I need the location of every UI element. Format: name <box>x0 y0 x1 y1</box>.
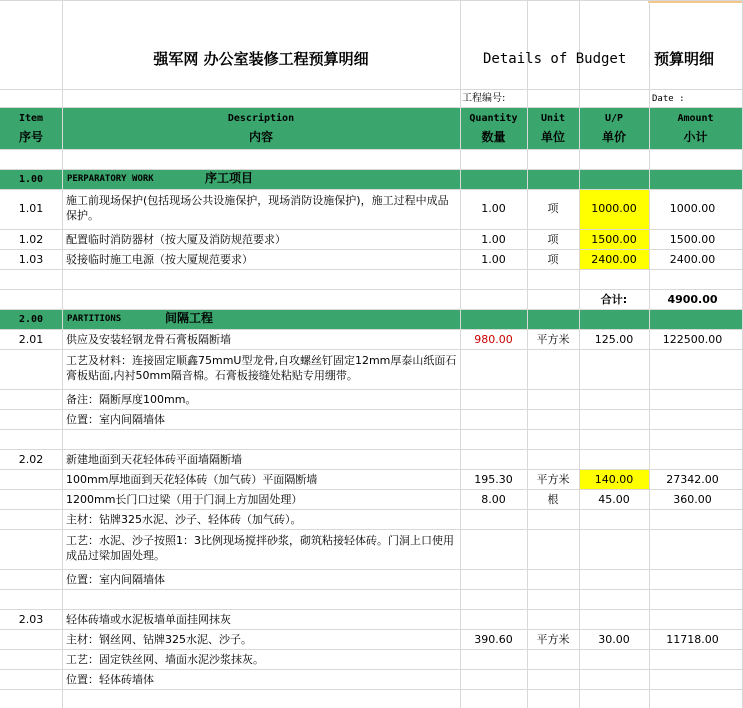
row-203-unit: 平方米 <box>536 633 570 646</box>
row-202-sub1-amount: 27342.00 <box>666 473 719 486</box>
header-desc-cn: 内容 <box>248 130 273 144</box>
subtotal-value: 4900.00 <box>667 293 718 306</box>
title-cn: 强军网 办公室装修工程预算明细 <box>153 50 369 68</box>
row-101-amount: 1000.00 <box>669 202 716 215</box>
row-201-process: 工艺及材料：连接固定顺鑫75mmU型龙骨,自攻螺丝钉固定12mm厚泰山纸面石膏板贴面,内衬50mm隔音棉。石膏板接缝处粘贴专用绷带。 <box>66 354 457 382</box>
row-203-up: 30.00 <box>598 633 630 646</box>
section2-en: PARTITIONS <box>67 314 122 324</box>
header-unit-en: Unit <box>540 113 566 124</box>
row-102-up: 1500.00 <box>591 233 637 246</box>
row-202-no: 2.02 <box>18 453 44 466</box>
row-202-sub1-qty: 195.30 <box>474 473 513 486</box>
row-103-desc: 驳接临时施工电源（按大厦规范要求） <box>66 253 253 266</box>
row-201-location: 位置：室内间隔墙体 <box>66 413 165 426</box>
row-201-no: 2.01 <box>18 333 44 346</box>
row-103-qty: 1.00 <box>481 253 506 266</box>
row-103-no: 1.03 <box>18 253 44 266</box>
row-201-unit: 平方米 <box>536 333 570 346</box>
header-qty-cn: 数量 <box>481 130 506 144</box>
row-202-sub1-up: 140.00 <box>594 473 634 486</box>
section1-en: PERPARATORY WORK <box>67 174 154 184</box>
row-101-up: 1000.00 <box>591 202 637 215</box>
row-201-note: 备注：隔断厚度100mm。 <box>66 393 197 406</box>
section2-cn: 间隔工程 <box>165 311 214 325</box>
project-no-label: 工程编号: <box>462 93 506 104</box>
row-202-sub2-unit: 根 <box>547 493 559 506</box>
date-label: Date : <box>652 94 685 104</box>
section1-cn: 序工项目 <box>205 171 254 185</box>
row-203-process: 工艺：固定铁丝网、墙面水泥沙浆抹灰。 <box>66 653 264 666</box>
row-203-materials: 主材：钢丝网、钻牌325水泥、沙子。 <box>66 633 252 646</box>
row-103-up: 2400.00 <box>591 253 637 266</box>
row-202-sub1-unit: 平方米 <box>536 473 570 486</box>
header-unit-cn: 单位 <box>540 130 565 144</box>
row-201-up: 125.00 <box>594 333 634 346</box>
header-up-en: U/P <box>604 113 624 124</box>
title-en: Details of Budget <box>483 51 627 67</box>
row-203-qty: 390.60 <box>474 633 513 646</box>
header-item-en: Item <box>18 113 44 124</box>
row-101-unit: 项 <box>547 202 559 215</box>
row-101-no: 1.01 <box>18 202 44 215</box>
row-203-title: 轻体砖墙或水泥板墙单面挂网抹灰 <box>66 613 231 626</box>
section2-no: 2.00 <box>18 314 44 325</box>
title-en-cn: 预算明细 <box>654 50 715 68</box>
subtotal-label: 合计: <box>600 293 628 306</box>
row-101-qty: 1.00 <box>481 202 506 215</box>
row-202-materials: 主材：钻牌325水泥、沙子、轻体砖（加气砖）。 <box>66 513 302 526</box>
row-201-title: 供应及安装轻钢龙骨石膏板隔断墙 <box>66 333 231 346</box>
row-202-location: 位置：室内间隔墙体 <box>66 573 165 586</box>
row-201-amount: 122500.00 <box>662 333 723 346</box>
row-103-unit: 项 <box>547 253 559 266</box>
row-202-sub1-desc: 100mm厚地面到天花轻体砖（加气砖）平面隔断墙 <box>66 473 318 486</box>
row-102-amount: 1500.00 <box>669 233 716 246</box>
section1-no: 1.00 <box>18 174 44 185</box>
row-202-title: 新建地面到天花轻体砖平面墙隔断墙 <box>66 453 242 466</box>
header-amount-cn: 小计 <box>683 130 708 144</box>
row-102-no: 1.02 <box>18 233 44 246</box>
row-202-process: 工艺：水泥、沙子按照1：3比例现场搅拌砂浆，砌筑粘接轻体砖。门洞上口使用成品过梁加固处理。 <box>66 534 454 562</box>
row-202-sub2-amount: 360.00 <box>673 493 712 506</box>
row-202-sub2-qty: 8.00 <box>481 493 506 506</box>
header-desc-en: Description <box>227 113 295 124</box>
row-101-desc: 施工前现场保护(包括现场公共设施保护，现场消防设施保护)，施工过程中成品保护。 <box>66 194 449 222</box>
header-up-cn: 单价 <box>601 130 626 144</box>
row-201-qty: 980.00 <box>474 333 513 346</box>
row-102-desc: 配置临时消防器材（按大厦及消防规范要求） <box>66 233 286 246</box>
header-item-cn: 序号 <box>18 130 43 144</box>
row-202-sub2-up: 45.00 <box>598 493 630 506</box>
header-amount-en: Amount <box>677 113 714 124</box>
header-qty-en: Quantity <box>469 113 518 124</box>
row-102-qty: 1.00 <box>481 233 506 246</box>
row-203-location: 位置：轻体砖墙体 <box>66 673 154 686</box>
row-203-amount: 11718.00 <box>666 633 719 646</box>
row-202-sub2-desc: 1200mm长门口过梁（用于门洞上方加固处理） <box>66 493 303 506</box>
row-102-unit: 项 <box>547 233 559 246</box>
row-103-amount: 2400.00 <box>669 253 716 266</box>
row-203-no: 2.03 <box>18 613 44 626</box>
